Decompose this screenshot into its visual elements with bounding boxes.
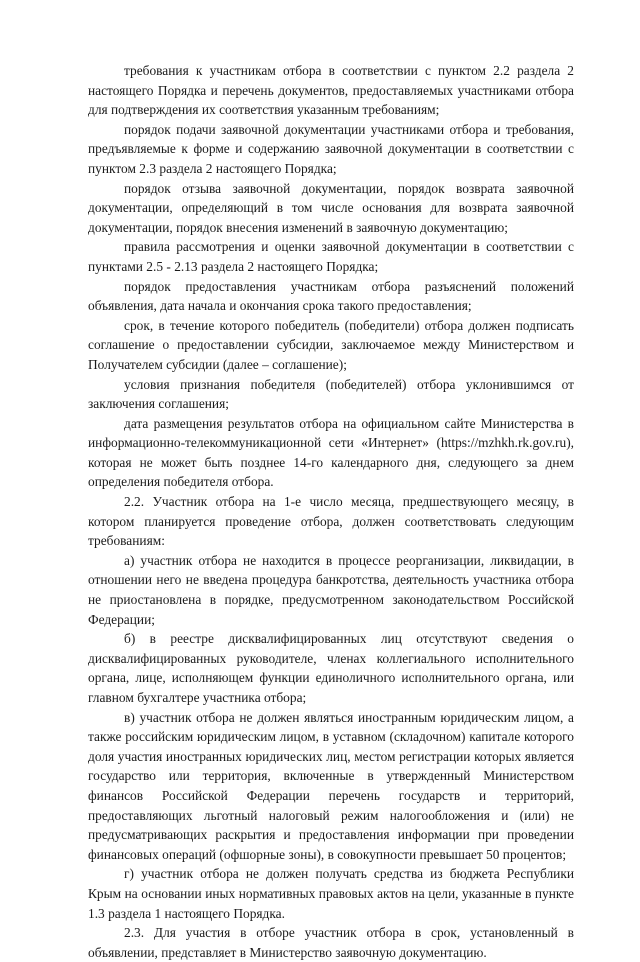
paragraph-section-2-2: 2.2. Участник отбора на 1-е число месяца, предшествующего месяцу, в котором планируется проведение отбора, должен соответствовать следующим требованиям: — [88, 494, 574, 549]
paragraph-withdrawal-procedure: порядок отзыва заявочной документации, порядок возврата заявочной документации, определяющий в том числе основания для возврата заявочной документации, порядок внесения изменений в заявочную документацию; — [88, 180, 574, 235]
paragraph-section-2-3: 2.3. Для участия в отборе участник отбора в срок, установленный в объявлении, представляет в Министерство заявочную документацию. — [88, 925, 574, 960]
paragraph-evasion-conditions: условия признания победителя (победителей) отбора уклонившимся от заключения соглашения; — [88, 376, 574, 412]
paragraph-item-b: б) в реестре дисквалифицированных лиц отсутствуют сведения о дисквалифицированных руководителе, членах коллегиального исполнительного органа, лице, исполняющем функции единоличного исполнительного органа, или главном бухгалтере участника отбора; — [88, 631, 574, 705]
paragraph-evaluation-rules: правила рассмотрения и оценки заявочной документации в соответствии с пунктами 2.5 - 2.13 раздела 2 настоящего Порядка; — [88, 239, 574, 274]
paragraph-clarifications: порядок предоставления участникам отбора разъяснений положений объявления, дата начала и окончания срока такого предоставления; — [88, 278, 574, 314]
paragraph-item-a: а) участник отбора не находится в процессе реорганизации, ликвидации, в отношении него не введена процедура банкротства, деятельность участника отбора не приостановлена в порядке, предусмотренном законодательством Российской Федерации; — [88, 552, 574, 627]
paragraph-signing-deadline: срок, в течение которого победитель (победители) отбора должен подписать соглашение о предоставлении субсидии, заключаемое между Министерством и Получателем субсидии (далее – соглашение); — [88, 317, 574, 372]
paragraph-participant-requirements: требования к участникам отбора в соответствии с пунктом 2.2 раздела 2 настоящего Порядка и перечень документов, предоставляемых участниками отбора для подтверждения их соответствия указанным требованиям; — [88, 63, 574, 118]
paragraph-results-publication: дата размещения результатов отбора на официальном сайте Министерства в информационно-телекоммуникационной сети «Интернет» (https://mzhkh.rk.gov.ru), которая не может быть позднее 14-го календарного дня, следующего за днем определения победителя отбора. — [88, 415, 574, 490]
paragraph-item-v: в) участник отбора не должен являться иностранным юридическим лицом, а также российским юридическим лицом, в уставном (складочном) капитале которого доля участия иностранных юридических лиц, местом регистрации которых является государство или территория, включенные в утвержденный Министерством финансов Российской Федерации перечень государств и территорий, предоставляющих льготный налоговый режим налогообложения и (или) не предусматривающих раскрытия и предоставления информации при проведении финансовых операций (офшорные зоны), в совокупности превышает 50 процентов; — [88, 709, 574, 862]
paragraph-submission-procedure: порядок подачи заявочной документации участниками отбора и требования, предъявляемые к форме и содержанию заявочной документации в соответствии с пунктом 2.3 раздела 2 настоящего Порядка; — [88, 121, 574, 176]
document-page — [88, 61, 574, 962]
paragraph-item-g: г) участник отбора не должен получать средства из бюджета Республики Крым на основании иных нормативных правовых актов на цели, указанные в пункте 1.3 раздела 1 настоящего Порядка. — [88, 866, 574, 921]
